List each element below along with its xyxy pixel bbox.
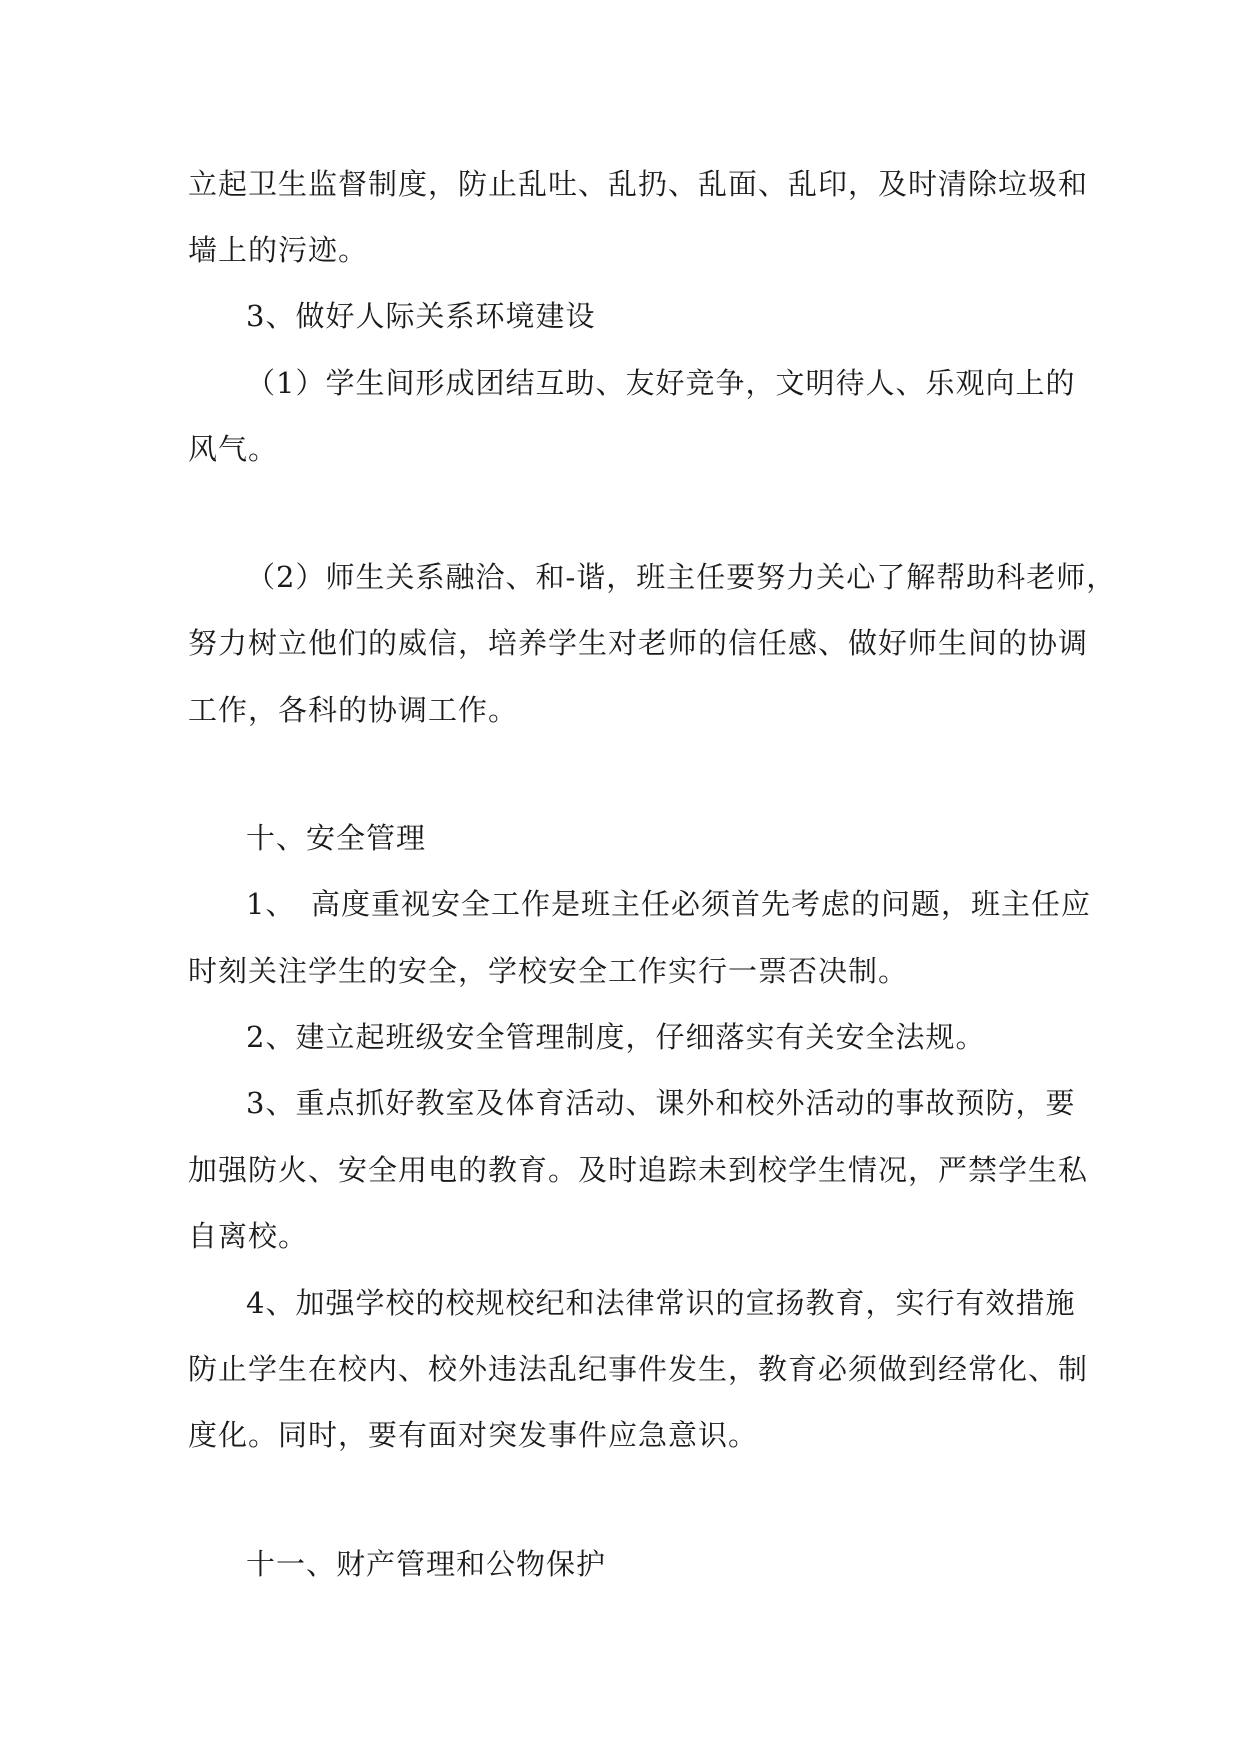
paragraph-line: 风气。 xyxy=(188,432,279,466)
paragraph-line: 4、加强学校的校规校纪和法律常识的宣扬教育，实行有效措施 xyxy=(246,1286,1076,1320)
paragraph-line: 工作，各科的协调工作。 xyxy=(188,693,519,727)
paragraph-line: （1）学生间形成团结互助、友好竞争，文明待人、乐观向上的 xyxy=(246,366,1076,400)
paragraph-line: 努力树立他们的威信，培养学生对老师的信任感、做好师生间的协调 xyxy=(188,626,1089,660)
paragraph-line: 3、重点抓好教室及体育活动、课外和校外活动的事故预防，要 xyxy=(246,1086,1076,1120)
paragraph-line: 度化。同时，要有面对突发事件应急意识。 xyxy=(188,1418,759,1452)
paragraph-line: 墙上的污迹。 xyxy=(188,233,369,267)
paragraph-line: 2、建立起班级安全管理制度，仔细落实有关安全法规。 xyxy=(246,1020,986,1054)
paragraph-line: 加强防火、安全用电的教育。及时追踪未到校学生情况，严禁学生私 xyxy=(188,1153,1089,1187)
paragraph-line: 时刻关注学生的安全，学校安全工作实行一票否决制。 xyxy=(188,954,909,988)
paragraph-line: 防止学生在校内、校外违法乱纪事件发生，教育必须做到经常化、制 xyxy=(188,1352,1089,1386)
paragraph-line: 立起卫生监督制度，防止乱吐、乱扔、乱面、乱印，及时清除垃圾和 xyxy=(188,167,1089,201)
subheading-3-interpersonal: 3、做好人际关系环境建设 xyxy=(246,299,596,333)
paragraph-line: （2）师生关系融洽、和-谐，班主任要努力关心了解帮助科老师， xyxy=(246,560,1117,594)
section-heading-safety: 十、安全管理 xyxy=(246,821,427,855)
paragraph-line: 1、 高度重视安全工作是班主任必须首先考虑的问题，班主任应 xyxy=(246,887,1091,921)
paragraph-line: 自离校。 xyxy=(188,1219,309,1253)
section-heading-property: 十一、财产管理和公物保护 xyxy=(246,1547,607,1581)
